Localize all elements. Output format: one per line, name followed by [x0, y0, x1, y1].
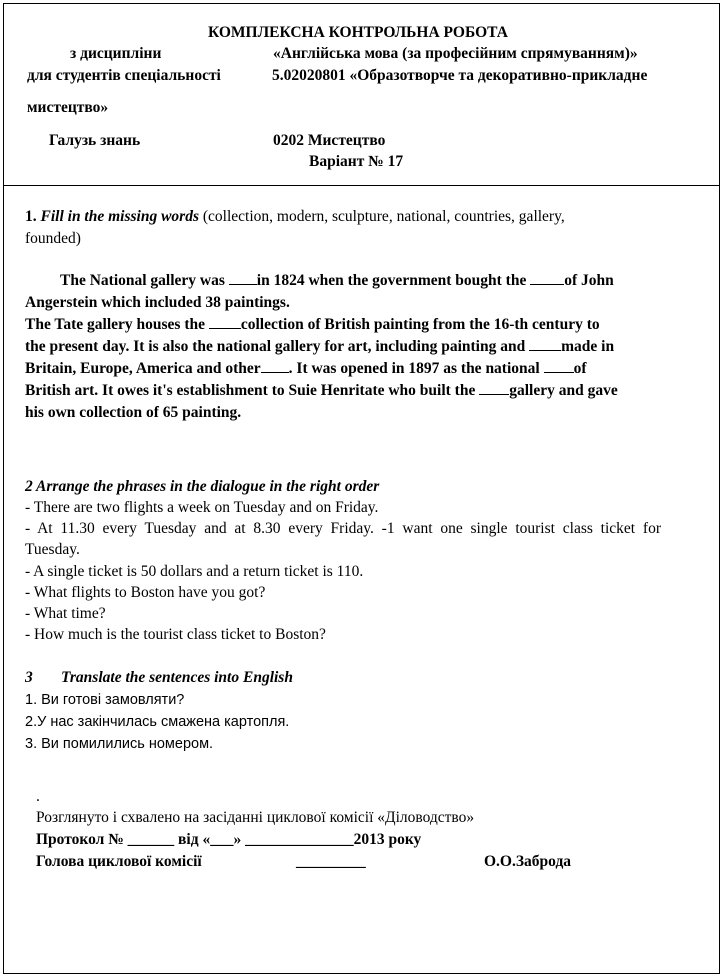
task2-heading: 2 Arrange the phrases in the dialogue in the right order — [25, 478, 380, 495]
specialty-value: 5.02020801 «Образотворче та декоративно-прикладне — [272, 67, 648, 84]
signature-line: _________ — [296, 853, 366, 870]
specialty-label: для студентів спеціальності — [27, 67, 221, 84]
dialogue-line: - What time? — [25, 605, 106, 622]
dialogue-line: - What flights to Boston have you got? — [25, 584, 266, 601]
task1-text: The National gallery was in 1824 when the government bought the of John Angerstein which included 38 paintings. The Tate gallery houses the collection of British painting from the 16-th century to the present day. It is also the national gallery for art, including painting and made in Britain, Europe, America and other . It was opened in 1897 as the national of British art. It owes it's establishment to Suie Henritate who built the gallery and gave his own collection of 65 painting. — [25, 272, 618, 421]
task1-heading: 1. Fill in the missing words (collection, modern, sculpture, national, countries, gallery, founded) — [25, 208, 565, 247]
doc-title: КОМПЛЕКСНА КОНТРОЛЬНА РОБОТА — [208, 24, 508, 41]
translate-sentence: 1. Ви готові замовляти? — [25, 692, 185, 708]
variant-number: Варіант № 17 — [309, 153, 404, 170]
specialty-continued: мистецтво» — [27, 99, 109, 116]
task3-number: 3 — [25, 669, 33, 686]
dialogue-line: - A single ticket is 50 dollars and a return ticket is 110. — [25, 563, 364, 580]
approval-note: Розглянуто і схвалено на засіданні циклової комісії «Діловодство» — [36, 809, 475, 826]
commission-head-label: Голова циклової комісії — [36, 853, 202, 870]
translate-sentence: 2.У нас закінчилась смажена картопля. — [25, 714, 290, 730]
commission-head-name: О.О.Заброда — [484, 853, 572, 870]
task3-heading: Translate the sentences into English — [61, 669, 293, 686]
discipline-value: «Англійська мова (за професійним спрямуванням)» — [273, 45, 638, 62]
protocol-line: Протокол № ______ від «___» ______________2013 року — [36, 831, 422, 848]
dialogue-line: - At 11.30 every Tuesday and at 8.30 every Friday. -1 want one single tourist class ticket for — [25, 520, 661, 537]
field-label: Галузь знань — [49, 132, 141, 149]
header-separator — [3, 185, 720, 186]
field-value: 0202 Мистецтво — [273, 132, 386, 149]
translate-sentence: 3. Ви помилились номером. — [25, 736, 214, 752]
dialogue-line: - How much is the tourist class ticket to Boston? — [25, 626, 326, 643]
dialogue-line: - There are two flights a week on Tuesday and on Friday. — [25, 499, 379, 516]
footer-dot: . — [36, 788, 40, 805]
discipline-label: з дисципліни — [70, 45, 162, 62]
dialogue-line: Tuesday. — [25, 541, 80, 558]
